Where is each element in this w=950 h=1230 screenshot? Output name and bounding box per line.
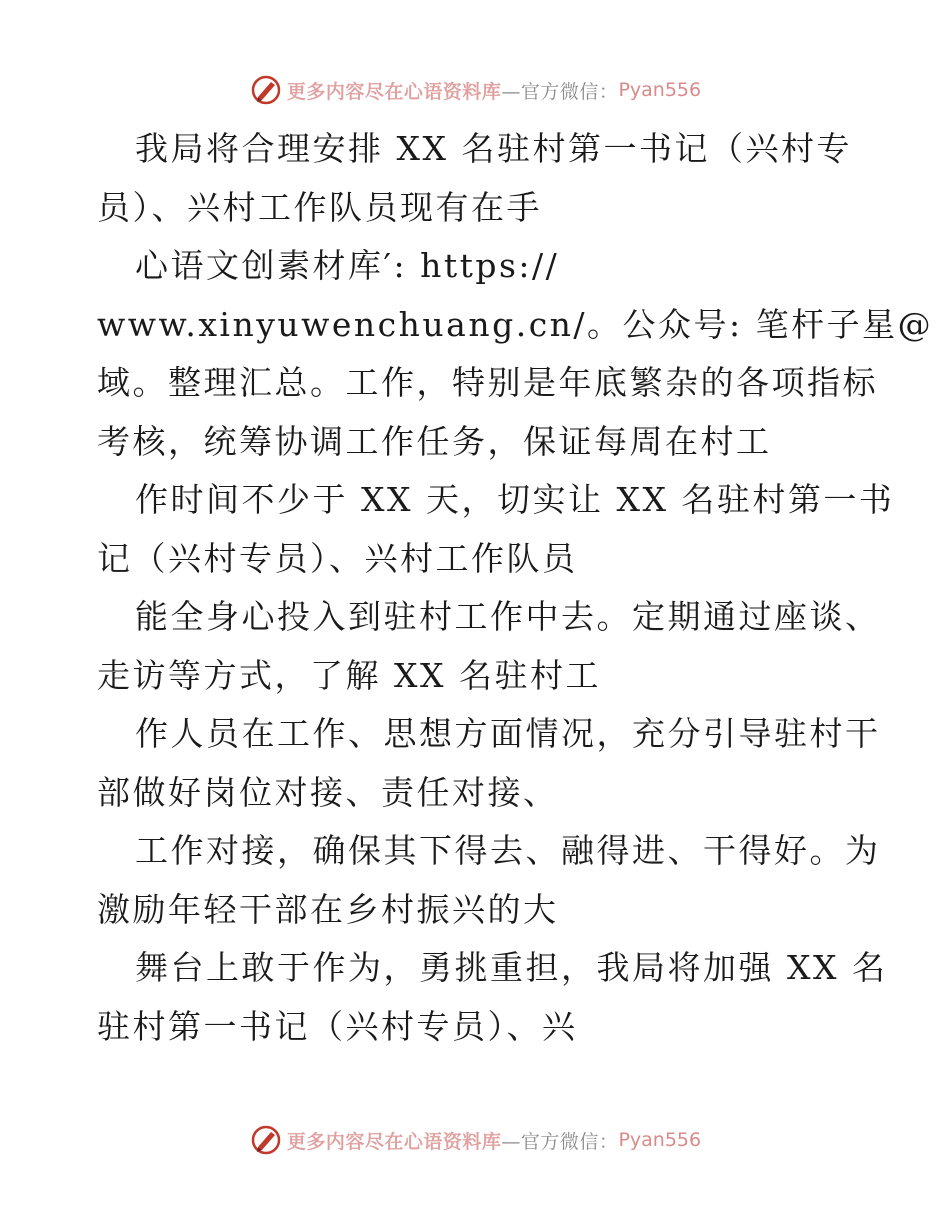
text-line: 域。整理汇总。工作，特别是年底繁杂的各项指标 <box>97 363 878 402</box>
watermark-main-text: 更多内容尽在心语资料库 <box>286 80 502 103</box>
text-line: 舞台上敢于作为，勇挑重担，我局将加强 XX 名 <box>135 948 888 987</box>
text-line: 作人员在工作、思想方面情况，充分引导驻村干 <box>135 714 881 753</box>
document-body <box>97 120 934 1056</box>
text-line: 激励年轻干部在乡村振兴的大 <box>97 889 559 929</box>
text-line: www.xinyuwenchuang.cn/。公众号: 笔杆子星@ <box>97 304 934 344</box>
watermark-sub-text: —官方微信： <box>501 80 619 103</box>
text-line: 走访等方式，了解 XX 名驻村工 <box>97 655 601 695</box>
pen-logo-icon <box>249 73 283 107</box>
text-line: 部做好岗位对接、责任对接、 <box>97 772 559 812</box>
text-line: 作时间不少于 XX 天，切实让 XX 名驻村第一书 <box>135 480 895 519</box>
watermark-wechat-id: Pyan556 <box>618 1129 702 1151</box>
watermark-sub-text: —官方微信： <box>501 1130 619 1153</box>
text-line: 员）、兴村工作队员现有在手 <box>97 187 542 227</box>
header-watermark <box>0 70 950 110</box>
text-line: 驻村第一书记（兴村专员）、兴 <box>97 1006 578 1046</box>
text-line: 心语文创素材库′: https:// <box>135 246 560 285</box>
text-line: 记（兴村专员）、兴村工作队员 <box>97 538 578 578</box>
text-line: 能全身心投入到驻村工作中去。定期通过座谈、 <box>135 597 881 636</box>
watermark-main-text: 更多内容尽在心语资料库 <box>286 1130 502 1153</box>
text-line: 工作对接，确保其下得去、融得进、干得好。为 <box>135 831 881 870</box>
text-line: 我局将合理安排 XX 名驻村第一书记（兴村专 <box>135 129 852 168</box>
watermark-wechat-id: Pyan556 <box>618 79 702 101</box>
text-line: 考核，统筹协调工作任务，保证每周在村工 <box>97 421 772 461</box>
footer-watermark <box>0 1120 950 1160</box>
pen-logo-icon <box>249 1123 283 1157</box>
